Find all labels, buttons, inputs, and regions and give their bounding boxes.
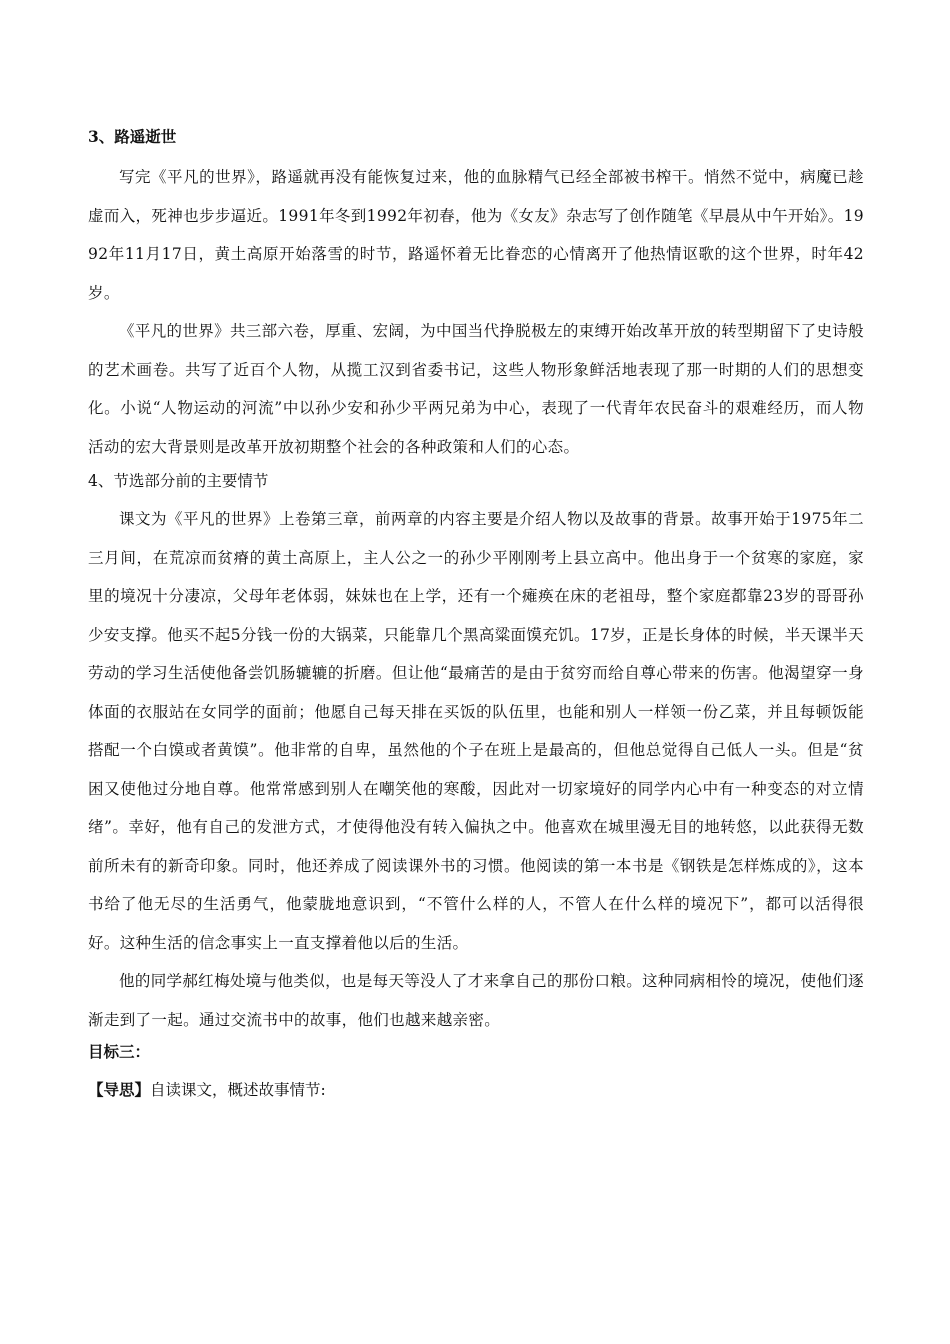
section-3-heading: 3、路遥逝世 (88, 127, 177, 146)
goal-3-heading: 目标三： (88, 1042, 151, 1061)
document-page (88, 118, 864, 1109)
section-3-paragraph-1: 写完《平凡的世界》，路遥就再没有能恢复过来，他的血脉精气已经全部被书榨干。悄然不觉中，病魔已趁虚而入，死神也步步逼近。1991年冬到1992年初春，他为《女友》杂志写了创作随笔《早晨从中午开始》。1992年11月17日，黄土高原开始落雪的时节，路遥怀着无比眷恋的心情离开了他热情讴歌的这个世界，时年42岁。 (88, 168, 864, 302)
section-4-paragraph-1: 课文为《平凡的世界》上卷第三章，前两章的内容主要是介绍人物以及故事的背景。故事开始于1975年二三月间，在荒凉而贫瘠的黄土高原上，主人公之一的孙少平刚刚考上县立高中。他出身于一个贫寒的家庭，家里的境况十分凄凉，父母年老体弱，妹妹也在上学，还有一个瘫痪在床的老祖母，整个家庭都靠23岁的哥哥孙少安支撑。他买不起5分钱一份的大锅菜，只能靠几个黑高粱面馍充饥。17岁，正是长身体的时候，半天课半天劳动的学习生活使他备尝饥肠辘辘的折磨。但让他“最痛苦的是由于贫穷而给自尊心带来的伤害。他渴望穿一身体面的衣服站在女同学的面前；他愿自己每天排在买饭的队伍里，也能和别人一样领一份乙菜，并且每顿饭能搭配一个白馍或者黄馍”。他非常的自卑，虽然他的个子在班上是最高的，但他总觉得自己低人一头。但是“贫困又使他过分地自尊。他常常感到别人在嘲笑他的寒酸，因此对一切家境好的同学内心中有一种变态的对立情绪”。幸好，他有自己的发泄方式，才使得他没有转入偏执之中。他喜欢在城里漫无目的地转悠，以此获得无数前所未有的新奇印象。同时，他还养成了阅读课外书的习惯。他阅读的第一本书是《钢铁是怎样炼成的》，这本书给了他无尽的生活勇气，他蒙胧地意识到，“不管什么样的人，不管人在什么样的境况下”，都可以活得很好。这种生活的信念事实上一直支撑着他以后的生活。 (88, 510, 864, 952)
section-4-heading: 4、节选部分前的主要情节 (88, 472, 269, 490)
guide-line (88, 1071, 864, 1109)
section-4-paragraph-2: 他的同学郝红梅处境与他类似，也是每天等没人了才来拿自己的那份口粮。这种同病相怜的境况，使他们逐渐走到了一起。通过交流书中的故事，他们也越来越亲密。 (88, 972, 864, 1029)
section-3-paragraph-2: 《平凡的世界》共三部六卷，厚重、宏阔，为中国当代挣脱极左的束缚开始改革开放的转型期留下了史诗般的艺术画卷。共写了近百个人物，从揽工汉到省委书记，这些人物形象鲜活地表现了那一时期的人们的思想变化。小说“人物运动的河流”中以孙少安和孙少平两兄弟为中心，表现了一代青年农民奋斗的艰难经历，而人物活动的宏大背景则是改革开放初期整个社会的各种政策和人们的心态。 (88, 322, 864, 456)
guide-label: 【导思】 (88, 1080, 151, 1099)
guide-text: 自读课文，概述故事情节: (150, 1081, 326, 1099)
